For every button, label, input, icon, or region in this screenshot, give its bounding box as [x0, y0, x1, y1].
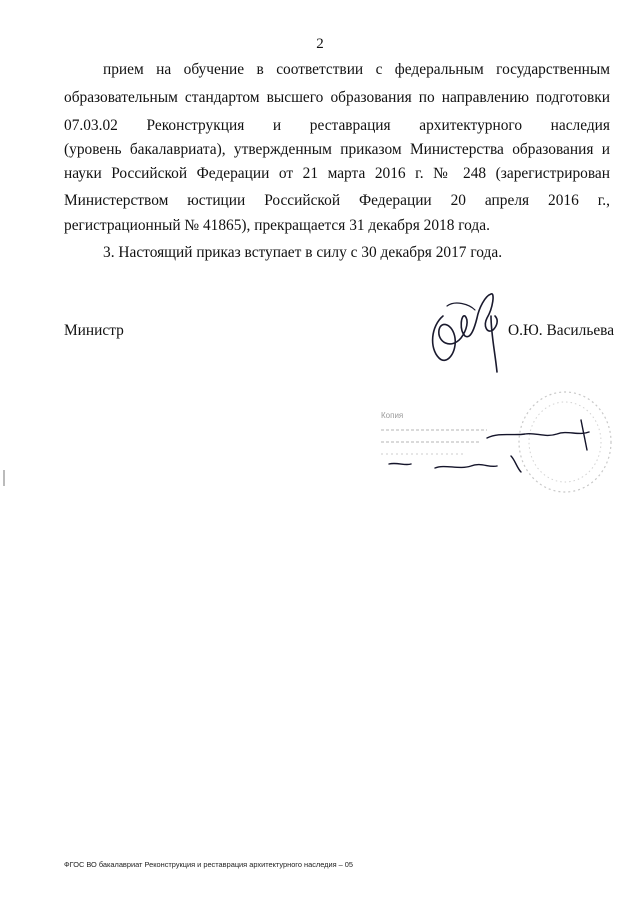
handwritten-signature [425, 286, 505, 378]
certification-stamp [375, 380, 615, 510]
text-line: прием на обучение в соответствии с федеральным государственным [103, 61, 610, 78]
text-line: регистрационный № 41865), прекращается 31 декабря 2018 года. [64, 217, 490, 234]
text-line: науки Российской Федерации от 21 марта 2016 г. № 248 (зарегистрирован [64, 165, 610, 182]
signatory-name: О.Ю. Васильева [508, 322, 615, 339]
page-number: 2 [316, 36, 324, 52]
signatory-title: Министр [64, 322, 124, 339]
paragraph-effective-date: 3. Настоящий приказ вступает в силу с 30 декабря 2017 года. [103, 244, 503, 261]
scan-margin-mark [3, 470, 5, 486]
text-line: Министерством юстиции Российской Федерации 20 апреля 2016 г., [64, 192, 610, 209]
text-line: (уровень бакалавриата), утвержденным приказом Министерства образования и [64, 141, 610, 158]
text-line: 07.03.02 Реконструкция и реставрация архитектурного наследия [64, 117, 610, 134]
stamp-label: Копия [381, 411, 404, 420]
text-line: образовательным стандартом высшего образования по направлению подготовки [64, 89, 610, 106]
document-footer: ФГОС ВО бакалавриат Реконструкция и реставрация архитектурного наследия – 05 [64, 860, 354, 869]
